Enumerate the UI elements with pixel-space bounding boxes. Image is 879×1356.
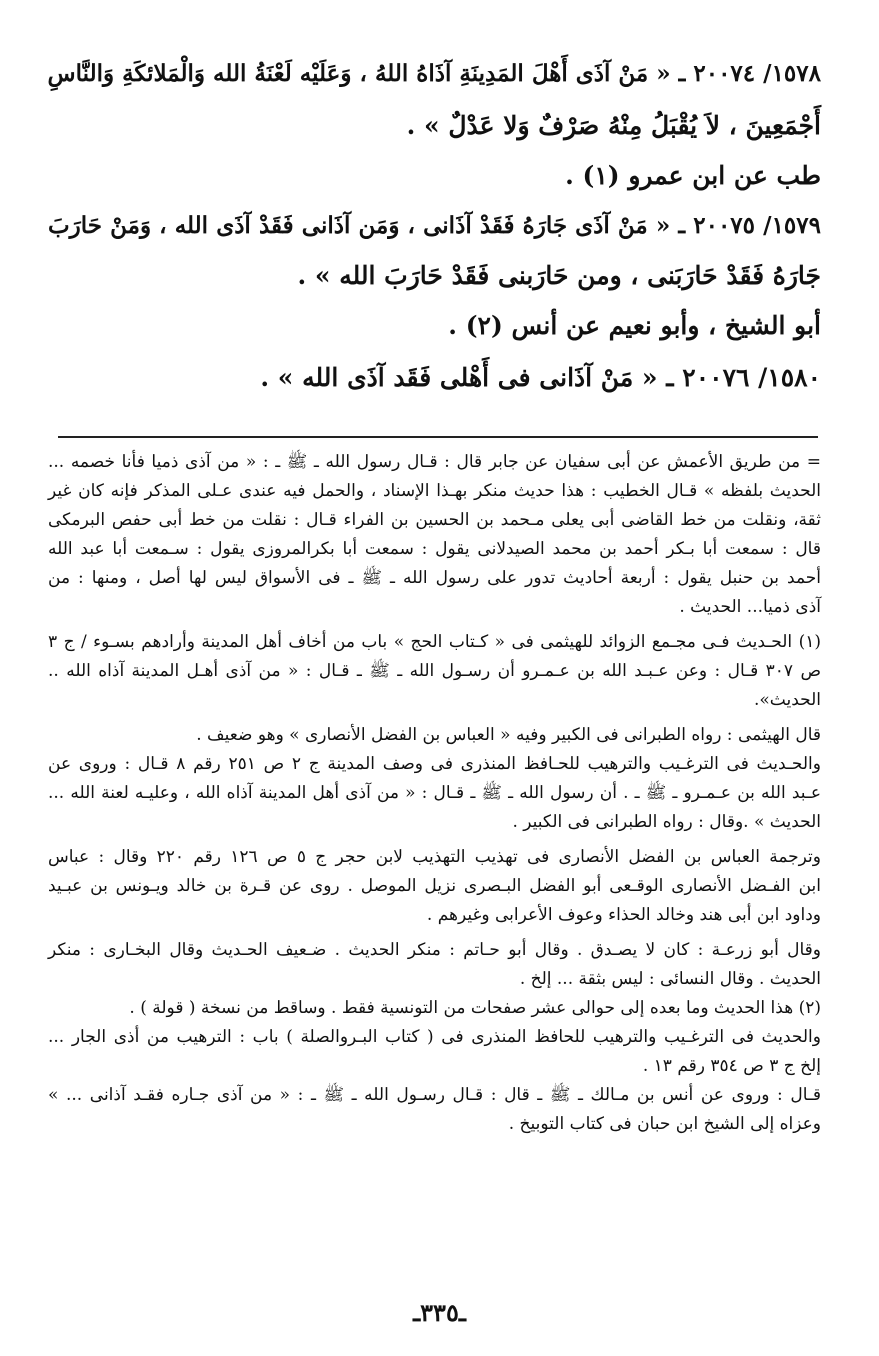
hadith-text-block (48, 58, 821, 410)
footnote-divider (58, 436, 818, 438)
footnote-line: إلخ ج ٣ ص ٣٥٤ رقم ١٣ . (642, 1056, 821, 1076)
footnote-line: = من طريق الأعمش عن أبى سفيان عن جابر قال : قـال رسول الله ـ ﷺ ـ : « من آذى ذميا فأنا خصمه ... (48, 452, 821, 472)
footnote-line: وترجمة العباس بن الفضل الأنصارى فى تهذيب التهذيب لابن حجر ج ٥ ص ١٢٦ رقم ٢٢٠ وقال : عباس (48, 847, 821, 867)
footnote-line: الحديث » .وقال : رواه الطبرانى فى الكبير . (512, 812, 821, 832)
footnote-line: وعزاه إلى الشيخ ابن حبان فى كتاب التوبيخ . (508, 1114, 821, 1134)
footnote-line: وداود ابن أبى هند وخالد الحذاء وعوف الأعرابى وغيرهم . (426, 905, 821, 925)
footnote-line: ثقة، ونقلت من خط القاضى أبى يعلى مـحمد بن الحسين بن الفراء قـال : نقلت من خط أبى حفص البرمكى (48, 510, 821, 530)
footnote-line: ابن الفـضل الأنصارى الوقـعى أبو الفضل البـصرى نزيل الموصل . روى عن قـرة بن خالد ويـونس بن عبـيد (48, 876, 821, 896)
footnote-line: والحـديث فى الترغـيب والترهيب للحـافظ المنذرى فى وصف المدينة ج ٢ ص ٢٥١ رقم ٨ قـال : وروى عن (48, 754, 821, 774)
footnote-line: وقال أبو زرعـة : كان لا يصـدق . وقال أبو حـاتم : منكر الحديث . ضـعيف الحـديث وقال البخـارى : منكر (48, 940, 821, 960)
footnote-line: ص ٣٠٧ قـال : وعن عـبـد الله بن عـمـرو أن رسـول الله ـ ﷺ ـ قـال : « من آذى أهـل المدينة آذاه الله .. (48, 661, 821, 681)
hadith-line: أَجْمَعِينَ ، لاَ يُقْبَلُ مِنْهُ صَرْفٌ وَلا عَدْلٌ » . (406, 111, 821, 140)
hadith-line: ١٥٧٨/ ٢٠٠٧٤ ـ « مَنْ آذَى أَهْلَ المَدِينَةِ آذَاهُ اللهُ ، وَعَلَيْه لَعْنَةُ الله وَالْمَلائكَةِ وَالنَّاسِ (47, 60, 821, 87)
footnote-line: الحديث». (753, 690, 821, 710)
footnote-1-start: (١) الحـديث فـى مجـمع الزوائد للهيثمى فى « كـتاب الحج » باب من أخاف أهل المدينة وأرادهم بسـوء / ج ٣ (48, 632, 821, 652)
footnote-line: قال : سمعت أبا بـكر أحمد بن محمد الصيدلانى يقول : سمعت أبا بكرالمروزى يقول : سـمعت أبا عبد الله (48, 539, 821, 559)
footnotes-block (48, 452, 821, 1143)
hadith-line: ١٥٧٩/ ٢٠٠٧٥ ـ « مَنْ آذَى جَارَهُ فَقَدْ آذَانى ، وَمَن آذَانى فَقَدْ آذَى الله ، وَمَنْ حَارَبَ (48, 212, 821, 239)
hadith-line: جَارَهُ فَقَدْ حَارَبَنى ، ومن حَارَبنى فَقَدْ حَارَبَ الله » . (297, 261, 821, 290)
footnote-line: والحديث فى الترغـيب والترهيب للحافظ المنذرى فى ( كتاب البـروالصلة ) باب : الترهيب من أذى الجار ... (48, 1027, 821, 1047)
hadith-line: ١٥٨٠/ ٢٠٠٧٦ ـ « مَنْ آذَانى فى أَهْلى فَقَد آذَى الله » . (260, 363, 821, 392)
footnote-line: قـال : وروى عن أنس بن مـالك ـ ﷺ ـ قال : قـال رسـول الله ـ ﷺ ـ : « من آذى جـاره فقـد آذانى ... » (48, 1085, 821, 1105)
footnote-2-start: (٢) هذا الحديث وما بعده إلى حوالى عشر صفحات من التونسية فقط . وساقط من نسخة ( قولة ) . (129, 998, 821, 1018)
page-number: ـ٣٣٥ـ (413, 1298, 466, 1327)
footnote-line: قال الهيثمى : رواه الطبرانى فى الكبير وفيه « العباس بن الفضل الأنصارى » وهو ضعيف . (196, 725, 821, 745)
footnote-line: عـبد الله بن عـمـرو ـ ﷺ ـ . أن رسول الله ـ ﷺ ـ قـال : « من آذى أهل المدينة آذاه الله ، وعليـه لعنة الله ... (48, 783, 821, 803)
source-line: أبو الشيخ ، وأبو نعيم عن أنس (٢) . (448, 311, 821, 340)
footnote-line: أحمد بن حنبل يقول : أربعة أحاديث تدور على رسول الله ـ ﷺ ـ فى الأسواق ليس لها أصل ، ومنها : من (48, 568, 821, 588)
source-line: طب عن ابن عمرو (١) . (565, 161, 821, 190)
footnote-line: آذى ذميا... الحديث . (679, 597, 821, 617)
footnote-line: الحديث بلفظه » قـال الخطيب : هذا حديث منكر بهـذا الإسناد ، والحمل فيه عندى عـلى المذكر فإنه كان غير (48, 481, 821, 501)
footnote-line: الحديث . وقال النسائى : ليس بثقة ... إلخ . (519, 969, 821, 989)
